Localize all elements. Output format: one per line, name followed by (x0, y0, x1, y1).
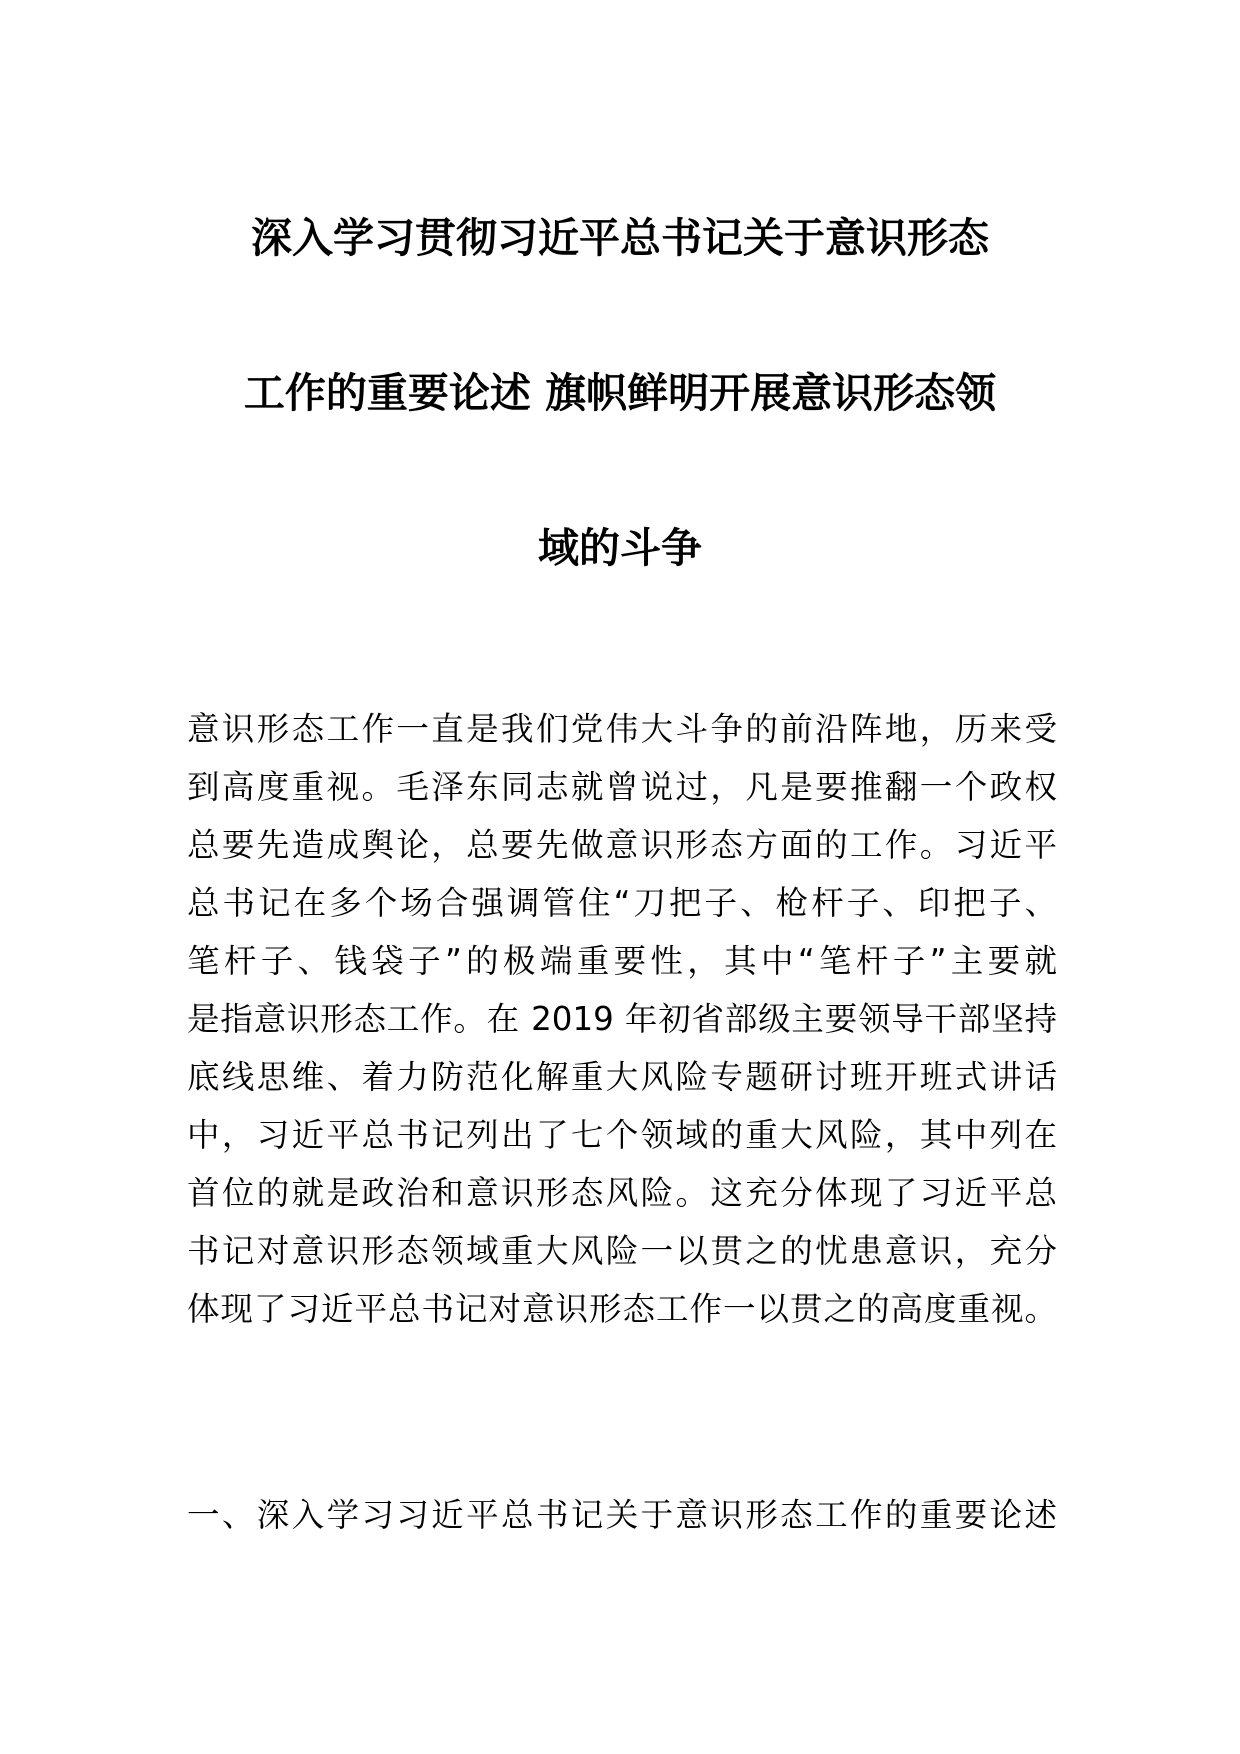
paragraph-line: 到高度重视。毛泽东同志就曾说过，凡是要推翻一个政权 (187, 768, 1057, 806)
title-line-3: 域的斗争 (538, 524, 702, 572)
paragraph-line: 书记对意识形态领域重大风险一以贯之的忧患意识，充分 (187, 1232, 1057, 1270)
paragraph-line: 体现了习近平总书记对意识形态工作一以贯之的高度重视。 (187, 1290, 1057, 1328)
paragraph-line: 是指意识形态工作。在 2019 年初省部级主要领导干部坚持 (187, 1000, 1057, 1038)
paragraph-line: 总书记在多个场合强调管住“刀把子、枪杆子、印把子、 (187, 884, 1057, 922)
paragraph-line: 笔杆子、钱袋子”的极端重要性，其中“笔杆子”主要就 (187, 942, 1057, 980)
paragraph-line: 首位的就是政治和意识形态风险。这充分体现了习近平总 (187, 1174, 1057, 1212)
section-heading-1: 一、深入学习习近平总书记关于意识形态工作的重要论述 (187, 1496, 1057, 1534)
paragraph-line: 中，习近平总书记列出了七个领域的重大风险，其中列在 (187, 1116, 1057, 1154)
paragraph-line: 底线思维、着力防范化解重大风险专题研讨班开班式讲话 (187, 1058, 1057, 1096)
title-line-1: 深入学习贯彻习近平总书记关于意识形态 (251, 214, 989, 262)
paragraph-line: 总要先造成舆论，总要先做意识形态方面的工作。习近平 (187, 826, 1057, 864)
title-line-2: 工作的重要论述 旗帜鲜明开展意识形态领 (243, 369, 997, 417)
paragraph-line: 意识形态工作一直是我们党伟大斗争的前沿阵地，历来受 (187, 710, 1057, 748)
